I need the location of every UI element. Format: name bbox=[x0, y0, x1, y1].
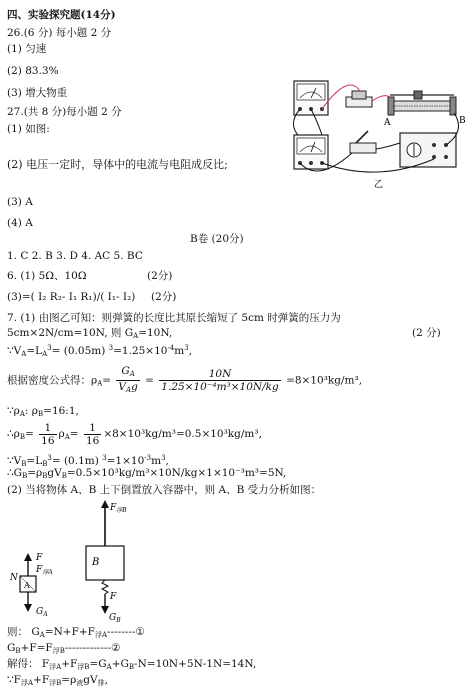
frac-num: 1 bbox=[39, 422, 56, 435]
ratio-text: ∵ρ bbox=[7, 405, 20, 417]
final-line bbox=[7, 674, 108, 690]
frac-den-value: 1.25×10⁻⁴m³×10N/kg bbox=[161, 381, 279, 393]
density-eq: = bbox=[102, 374, 112, 387]
rhob-sub: B bbox=[19, 433, 26, 441]
equation-1 bbox=[7, 626, 145, 642]
rhob-text-2: ρ bbox=[58, 428, 65, 440]
frac-1-16-a bbox=[39, 422, 56, 447]
lb-sub: B bbox=[42, 460, 48, 468]
q7-line-1: 7. (1) 由图乙可知：则弹簧的长度比其原长缩短了 5cm 时弹簧的压力为 bbox=[7, 312, 341, 324]
last-sub-2: 浮B bbox=[49, 679, 62, 687]
q7-score: (2 分) bbox=[412, 327, 441, 339]
vb-comma: , bbox=[165, 455, 169, 467]
frac-den-2: 16 bbox=[85, 434, 100, 447]
eq2-text: G bbox=[7, 642, 16, 654]
force-f-label-a: F bbox=[36, 553, 43, 563]
rhob-result: ×8×10³kg/m³=0.5×10³kg/m³, bbox=[103, 428, 262, 440]
eq2-sub-2: 浮B bbox=[52, 647, 65, 655]
vb-sub: B bbox=[21, 460, 27, 468]
density-b-line: $\therefore\rho_B=$ $\frac{1}{16}$ $\rho_A=$ $\frac{1}{16}$ ×8×10³kg/m³=0.5×10³kg/m³, bbox=[7, 421, 262, 447]
fixed-resistor bbox=[346, 91, 372, 107]
eq1-text: 则： G bbox=[7, 626, 40, 638]
frac-num-10n: 10N bbox=[159, 368, 280, 381]
density-sub: A bbox=[97, 379, 103, 388]
eq2-text-2: +F=F bbox=[20, 642, 53, 654]
q27-answer-3: (3) A bbox=[7, 196, 33, 208]
frac-den: 16 bbox=[41, 434, 55, 447]
part-b-title: B卷 (20分) bbox=[190, 233, 244, 245]
sol-text-5: -N=10N+5N-1N=14N, bbox=[134, 658, 257, 670]
gb-sub-v: B bbox=[61, 472, 67, 480]
q7-part-2: (2) 当将物体 A、B 上下倒置放入容器中，则 A、B 受力分析如图： bbox=[7, 484, 322, 496]
lb-sup: 3 bbox=[47, 454, 52, 462]
q6-score-1: (2分) bbox=[147, 270, 173, 282]
sol-sub-3: A bbox=[106, 663, 112, 671]
ratio-sub-a: A bbox=[19, 410, 25, 418]
circuit-figure bbox=[288, 73, 472, 191]
rhob-text: ∴ρ bbox=[7, 428, 20, 440]
multiple-choice-answers: 1. C 2. B 3. D 4. AC 5. BC bbox=[7, 250, 143, 262]
section-title: 四、实验探究题(14分) bbox=[7, 9, 116, 21]
sol-sub-1: 浮A bbox=[49, 663, 62, 671]
last-sub-1: 浮A bbox=[20, 679, 34, 687]
buoyancy-b-label: $F_{浮B}$ bbox=[110, 503, 127, 514]
frac-num-2: 1 bbox=[84, 422, 101, 435]
gravity-b-line bbox=[7, 467, 286, 483]
va-exp: -4 bbox=[167, 344, 175, 352]
gb-text-4: =0.5×10³kg/m³×10N/kg×1×10⁻³m³=5N, bbox=[66, 467, 287, 479]
vb-unit-sup: 3 bbox=[161, 454, 166, 462]
eq1-sub: A bbox=[39, 631, 45, 639]
eq1-end: --------① bbox=[107, 626, 145, 638]
la-sub: A bbox=[42, 350, 48, 358]
density-frac-2 bbox=[159, 368, 280, 393]
va-text-4: =1.25×10 bbox=[113, 345, 168, 357]
last-sub-4: 排 bbox=[97, 679, 105, 687]
last-text-5: , bbox=[104, 674, 108, 686]
q26-answer-1: (1) 匀速 bbox=[7, 43, 47, 55]
q7-sub: A bbox=[133, 332, 139, 340]
va-text: ∵V bbox=[7, 345, 22, 357]
gb-text-2: =ρ bbox=[27, 467, 43, 479]
sliding-rheostat bbox=[388, 91, 456, 115]
gravity-b-label: $G_B$ bbox=[109, 613, 121, 624]
va-text-2: =L bbox=[26, 345, 43, 357]
eq2-end: -------------② bbox=[64, 642, 121, 654]
va-comma: , bbox=[188, 345, 193, 357]
ratio-sub-b: B bbox=[37, 410, 44, 418]
density-result: =8×10³kg/m³, bbox=[286, 374, 363, 387]
gb-text: ∴G bbox=[7, 467, 23, 479]
q26-header: 26.(6 分) 每小题 2 分 bbox=[7, 27, 112, 39]
density-label: 根据密度公式得：ρ bbox=[7, 374, 98, 387]
equation-2 bbox=[7, 642, 120, 658]
buoyancy-a-label: $F_{浮A}$ bbox=[36, 565, 53, 576]
q6-score-3: (2分) bbox=[151, 291, 177, 303]
vb-text-3: = (0.1m) bbox=[51, 455, 103, 467]
va-unit-sup: 3 bbox=[184, 344, 189, 352]
vb-text-2: =L bbox=[26, 455, 43, 467]
last-text-3: =ρ bbox=[61, 674, 77, 686]
sol-text-2: +F bbox=[61, 658, 78, 670]
la-sup: 3 bbox=[47, 344, 52, 352]
force-f-label-b: F bbox=[110, 592, 117, 602]
solution-line bbox=[7, 658, 256, 674]
density-ratio bbox=[7, 405, 79, 421]
gravity-a-label: $G_A$ bbox=[36, 607, 48, 618]
terminal-b-label: B bbox=[459, 116, 466, 126]
q27-answer-1: (1) 如图: bbox=[7, 123, 50, 135]
frac-num-ga: $G_A$ bbox=[116, 365, 139, 381]
va-unit: m bbox=[174, 345, 185, 357]
volume-a-line bbox=[7, 342, 192, 361]
eq1-text-2: =N+F+F bbox=[44, 626, 95, 638]
vb-text: ∵V bbox=[7, 455, 22, 467]
last-sub-3: 液 bbox=[76, 679, 84, 687]
last-text: ∵F bbox=[7, 674, 21, 686]
sol-text: 解得： F bbox=[7, 658, 50, 670]
ratio-text-2: : ρ bbox=[24, 405, 38, 417]
terminal-a-label: A bbox=[384, 118, 391, 128]
sol-text-4: +G bbox=[111, 658, 129, 670]
ratio-text-3: =16:1, bbox=[43, 405, 79, 417]
ammeter bbox=[294, 135, 328, 169]
eq2-sub: B bbox=[15, 647, 21, 655]
va-text-3: = (0.05m) bbox=[51, 345, 109, 357]
vb-sup: 3 bbox=[102, 454, 107, 462]
density-eq-2: = bbox=[145, 374, 154, 387]
density-formula bbox=[7, 365, 362, 393]
vb-exp: -3 bbox=[144, 454, 152, 462]
va-sub: A bbox=[21, 350, 27, 358]
vb-unit: m bbox=[151, 455, 162, 467]
eq1-sub-2: 浮A bbox=[94, 631, 108, 639]
gb-sub: B bbox=[22, 472, 28, 480]
density-frac-1 bbox=[116, 365, 139, 396]
gb-sub-rho: B bbox=[42, 472, 48, 480]
sol-text-3: =G bbox=[89, 658, 107, 670]
last-text-4: gV bbox=[83, 674, 98, 686]
rhob-eq: = bbox=[69, 428, 79, 440]
frac-den-vag: $V_Ag$ bbox=[118, 381, 138, 394]
sol-sub-4: B bbox=[128, 663, 135, 671]
q7-text: 5cm×2N/cm=10N, 则 G bbox=[7, 327, 134, 339]
rhoa-sub: A bbox=[64, 433, 70, 441]
last-text-2: +F bbox=[33, 674, 50, 686]
va-sup: 3 bbox=[108, 344, 114, 352]
figure-yi-label: 乙 bbox=[374, 180, 384, 190]
q27-answer-4: (4) A bbox=[7, 217, 33, 229]
frac-1-16-b bbox=[84, 422, 101, 447]
force-diagram bbox=[6, 498, 146, 626]
q6-answer-3: (3)=( I₂ R₂- I₁ R₁)/( I₁- I₂) bbox=[7, 291, 136, 303]
q27-header: 27.(共 8 分)每小题 2 分 bbox=[7, 106, 122, 118]
object-a-label: A bbox=[24, 581, 30, 590]
q26-answer-3: (3) 增大物重 bbox=[7, 87, 68, 99]
q26-answer-2: (2) 83.3% bbox=[7, 65, 59, 77]
object-b-label: B bbox=[92, 557, 100, 568]
q6-answer-1: 6. (1) 5Ω、10Ω bbox=[7, 270, 87, 282]
sol-sub-2: 浮B bbox=[77, 663, 90, 671]
switch bbox=[350, 131, 376, 153]
q7-line-2 bbox=[7, 327, 172, 343]
q27-answer-2: (2) 电压一定时，导体中的电流与电阻成反比; bbox=[7, 158, 228, 171]
q7-text-end: =10N, bbox=[138, 327, 173, 339]
vb-text-4: =1×10 bbox=[106, 455, 145, 467]
gb-text-3: gV bbox=[47, 467, 62, 479]
normal-force-label: N bbox=[10, 573, 18, 583]
